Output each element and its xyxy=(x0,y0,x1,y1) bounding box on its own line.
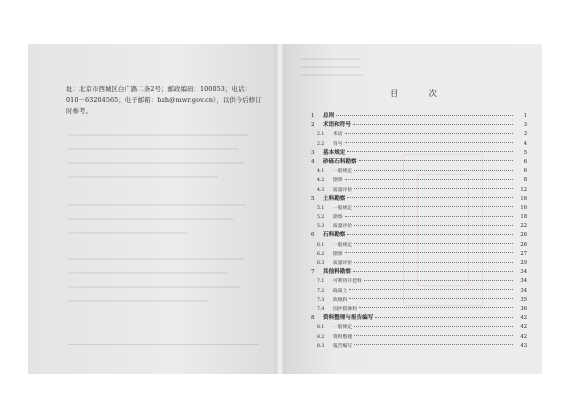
toc-entry-number: 4 xyxy=(311,158,315,165)
toc-entry-page-number: 42 xyxy=(520,324,527,331)
book-spread xyxy=(28,44,542,374)
text-line: 址：北京市西城区白广路二条2号；邮政编码：100053；电话： xyxy=(66,85,251,93)
toc-entry-title: 一般规定 xyxy=(333,325,353,331)
dot-leader xyxy=(353,271,513,272)
dot-leader xyxy=(345,216,513,217)
dot-leader xyxy=(354,225,513,226)
dot-leader xyxy=(345,133,513,134)
toc-entry-number: 8.2 xyxy=(317,334,325,340)
toc-entry-title: 一般规定 xyxy=(333,169,353,175)
dot-leader xyxy=(359,307,513,308)
toc-entry-title: 砾质土 xyxy=(333,288,348,294)
dot-leader xyxy=(354,262,513,263)
toc-entry-title: 石料勘察 xyxy=(323,232,346,239)
toc-entry-title: 砂砾石料勘察 xyxy=(323,158,357,165)
toc-entry-page-number: 6 xyxy=(523,158,527,165)
toc-entry-page-number: 29 xyxy=(520,260,527,266)
dot-leader xyxy=(349,289,513,290)
toc-entry-title: 固沙防渗料 xyxy=(333,306,357,312)
toc-chapter-entry[interactable] xyxy=(311,112,527,121)
toc-entry-page-number: 42 xyxy=(520,333,527,340)
bleed-through xyxy=(68,218,234,220)
dot-leader xyxy=(336,115,513,116)
toc-entry-number: 6.1 xyxy=(317,242,325,248)
toc-entry-page-number: 18 xyxy=(520,214,527,221)
toc-entry-page-number: 5 xyxy=(523,149,527,156)
toc-entry-title: 吹填料 xyxy=(333,297,348,303)
toc-chapter-entry[interactable] xyxy=(311,121,527,130)
toc-entry-number: 5 xyxy=(311,195,315,202)
toc-section-entry[interactable] xyxy=(311,222,527,231)
toc-entry-page-number: 6 xyxy=(523,168,527,175)
bleed-through xyxy=(68,286,240,288)
toc-entry-title: 术语和符号 xyxy=(323,122,351,129)
toc-entry-page-number: 43 xyxy=(520,342,527,349)
toc-entry-title: 术语 xyxy=(333,132,343,138)
bleed-through xyxy=(301,74,363,76)
table-of-contents xyxy=(311,112,527,351)
toc-entry-number: 6 xyxy=(311,232,315,239)
toc-entry-title: 一般规定 xyxy=(333,205,353,211)
toc-entry-page-number: 34 xyxy=(520,287,527,294)
toc-entry-title: 质量评价 xyxy=(333,224,353,230)
toc-entry-page-number: 36 xyxy=(520,305,527,312)
text-line: 010－63204565；电子邮箱：bzh@mwr.gov.cn），以供今后修订 xyxy=(66,96,262,104)
toc-entry-title: 勘察 xyxy=(333,251,343,257)
toc-entry-title: 质量评价 xyxy=(333,187,353,193)
dot-leader xyxy=(354,188,513,189)
bleed-through xyxy=(68,134,248,136)
right-page xyxy=(285,44,542,374)
toc-entry-title: 其他料勘察 xyxy=(323,269,351,276)
left-page xyxy=(28,44,275,374)
toc-entry-title: 资料整理与报告编写 xyxy=(323,315,374,322)
toc-entry-number: 7 xyxy=(311,269,315,276)
dot-leader xyxy=(354,326,513,327)
dot-leader xyxy=(354,170,513,171)
dot-leader xyxy=(354,335,513,336)
toc-chapter-entry[interactable] xyxy=(311,149,527,158)
toc-entry-page-number: 22 xyxy=(520,223,527,230)
toc-entry-number: 5.3 xyxy=(317,224,325,230)
toc-section-entry[interactable] xyxy=(311,167,527,176)
toc-section-entry[interactable] xyxy=(311,241,527,250)
toc-entry-page-number: 3 xyxy=(523,131,527,138)
toc-entry-page-number: 34 xyxy=(520,278,527,285)
toc-entry-title: 一般规定 xyxy=(333,242,353,248)
toc-chapter-entry[interactable] xyxy=(311,268,527,277)
toc-section-entry[interactable] xyxy=(311,204,527,213)
toc-entry-number: 7.1 xyxy=(317,279,325,285)
toc-entry-page-number: 26 xyxy=(520,232,527,239)
toc-entry-title: 勘察 xyxy=(333,178,343,184)
toc-section-entry[interactable] xyxy=(311,342,527,351)
toc-section-entry[interactable] xyxy=(311,186,527,195)
toc-entry-number: 7.2 xyxy=(317,288,325,294)
toc-entry-title: 总则 xyxy=(323,113,335,119)
toc-section-entry[interactable] xyxy=(311,213,527,222)
toc-section-entry[interactable] xyxy=(311,296,527,305)
page-title: 目 次 xyxy=(390,89,451,98)
toc-entry-number: 8.3 xyxy=(317,343,325,349)
dot-leader xyxy=(364,280,513,281)
toc-entry-number: 7.4 xyxy=(317,306,325,312)
toc-entry-title: 土料勘察 xyxy=(323,195,346,202)
toc-entry-page-number: 35 xyxy=(520,296,527,303)
dot-leader xyxy=(345,252,513,253)
toc-entry-number: 4.1 xyxy=(317,169,325,175)
bleed-through xyxy=(68,344,258,345)
dot-leader xyxy=(345,179,513,180)
toc-entry-title: 勘察 xyxy=(333,215,343,221)
toc-entry-number: 8 xyxy=(311,315,315,322)
dot-leader xyxy=(347,197,513,198)
toc-section-entry[interactable] xyxy=(311,259,527,268)
toc-entry-page-number: 27 xyxy=(520,250,527,257)
bleed-through xyxy=(68,300,208,302)
dot-leader xyxy=(353,124,513,125)
bleed-through xyxy=(68,232,188,234)
toc-entry-number: 4.3 xyxy=(317,187,325,193)
toc-entry-title: 可利用开挖料 xyxy=(333,279,362,285)
toc-section-entry[interactable] xyxy=(311,250,527,259)
toc-entry-title: 基本规定 xyxy=(323,149,346,156)
toc-entry-page-number: 12 xyxy=(520,186,527,193)
toc-entry-number: 7.3 xyxy=(317,297,325,303)
dot-leader xyxy=(359,160,513,161)
toc-section-entry[interactable] xyxy=(311,176,527,185)
toc-chapter-entry[interactable] xyxy=(311,195,527,204)
bleed-through xyxy=(68,162,244,164)
bleed-through xyxy=(68,148,238,150)
toc-section-entry[interactable] xyxy=(311,333,527,342)
dot-leader xyxy=(354,206,513,207)
toc-entry-title: 质量评价 xyxy=(333,261,353,266)
toc-entry-page-number: 16 xyxy=(520,204,527,211)
toc-section-entry[interactable] xyxy=(311,287,527,296)
dot-leader xyxy=(349,298,513,299)
toc-entry-page-number: 42 xyxy=(520,315,527,322)
bleed-through xyxy=(68,258,244,260)
toc-section-entry[interactable] xyxy=(311,323,527,332)
toc-chapter-entry[interactable] xyxy=(311,314,527,323)
toc-entry-number: 5.1 xyxy=(317,205,325,211)
toc-chapter-entry[interactable] xyxy=(311,158,527,167)
toc-section-entry[interactable] xyxy=(311,277,527,286)
toc-section-entry[interactable] xyxy=(311,305,527,314)
toc-entry-title: 资料整理 xyxy=(333,334,353,340)
bleed-through xyxy=(68,176,218,178)
toc-entry-number: 6.3 xyxy=(317,261,325,266)
toc-chapter-entry[interactable] xyxy=(311,231,527,240)
dot-leader xyxy=(347,151,513,152)
toc-entry-page-number: 34 xyxy=(520,269,527,276)
toc-entry-number: 4.2 xyxy=(317,178,325,184)
dot-leader xyxy=(375,317,513,318)
dot-leader xyxy=(345,142,513,143)
toc-entry-number: 8.1 xyxy=(317,325,325,331)
toc-entry-page-number: 3 xyxy=(523,122,527,129)
toc-entry-page-number: 1 xyxy=(523,113,527,119)
toc-section-entry[interactable] xyxy=(311,140,527,149)
toc-entry-page-number: 16 xyxy=(520,195,527,202)
toc-entry-page-number: 8 xyxy=(523,177,527,184)
toc-entry-number: 5.2 xyxy=(317,215,325,221)
toc-entry-number: 2.1 xyxy=(317,132,325,138)
bleed-through xyxy=(301,58,361,60)
bleed-through xyxy=(68,272,228,274)
toc-entry-number: 3 xyxy=(311,149,315,156)
bleed-through xyxy=(301,66,359,68)
dot-leader xyxy=(347,234,513,235)
toc-entry-number: 2 xyxy=(311,122,315,129)
toc-entry-page-number: 4 xyxy=(523,140,527,147)
toc-entry-number: 6.2 xyxy=(317,251,325,257)
text-line: 时参考。 xyxy=(66,107,92,115)
dot-leader xyxy=(354,344,513,345)
toc-entry-number: 2.2 xyxy=(317,141,325,147)
dot-leader xyxy=(354,243,513,244)
toc-section-entry[interactable] xyxy=(311,130,527,139)
toc-entry-title: 报告编写 xyxy=(333,343,353,349)
bleed-through xyxy=(68,204,246,206)
toc-entry-number: 1 xyxy=(311,113,315,119)
toc-entry-title: 符号 xyxy=(333,141,343,147)
toc-entry-page-number: 26 xyxy=(520,241,527,248)
book-gutter xyxy=(275,44,285,374)
body-text xyxy=(66,84,266,117)
